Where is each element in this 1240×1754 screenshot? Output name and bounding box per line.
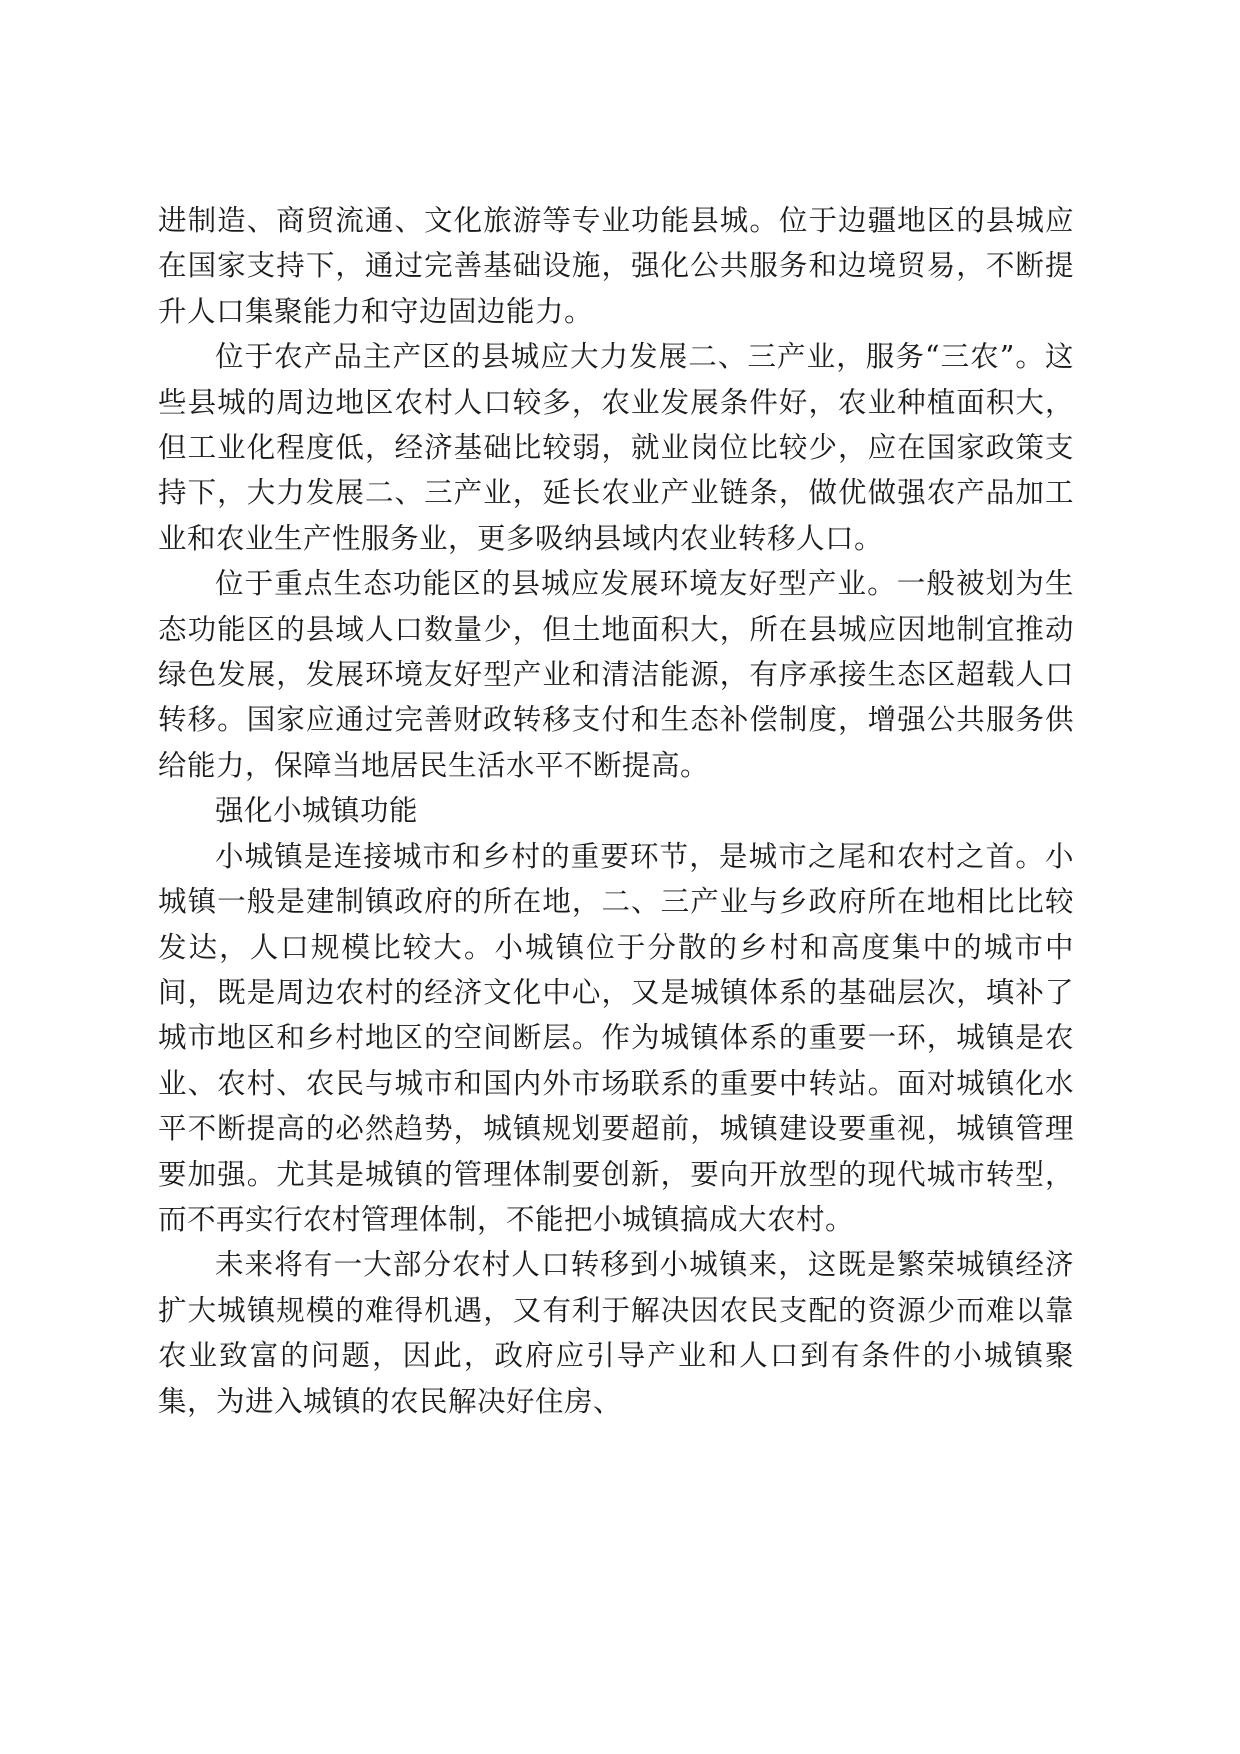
paragraph-ecological-counties: 位于重点生态功能区的县城应发展环境友好型产业。一般被划为生态功能区的县域人口数量少，但土地面积大，所在县城应因地制宜推动绿色发展，发展环境友好型产业和清洁能源，有序承接生态区超载人口转移。国家应通过完善财政转移支付和生态补偿制度，增强公共服务供给能力，保障当地居民生活水平不断提高。 bbox=[158, 567, 1074, 782]
paragraph-agricultural-counties: 位于农产品主产区的县城应大力发展二、三产业，服务“三农”。这些县城的周边地区农村人口较多，农业发展条件好，农业种植面积大，但工业化程度低，经济基础比较弱，就业岗位比较少，应在国家政策支持下，大力发展二、三产业，延长农业产业链条，做优做强农产品加工业和农业生产性服务业，更多吸纳县域内农业转移人口。 bbox=[158, 340, 1074, 555]
document-body bbox=[158, 198, 1074, 1424]
section-heading: 强化小城镇功能 bbox=[215, 794, 419, 828]
paragraph-small-towns: 小城镇是连接城市和乡村的重要环节，是城市之尾和农村之首。小城镇一般是建制镇政府的所在地，二、三产业与乡政府所在地相比比较发达，人口规模比较大。小城镇位于分散的乡村和高度集中的城市中间，既是周边农村的经济文化中心，又是城镇体系的基础层次，填补了城市地区和乡村地区的空间断层。作为城镇体系的重要一环，城镇是农业、农村、农民与城市和国内外市场联系的重要中转站。面对城镇化水平不断提高的必然趋势，城镇规划要超前，城镇建设要重视，城镇管理要加强。尤其是城镇的管理体制要创新，要向开放型的现代城市转型，而不再实行农村管理体制，不能把小城镇搞成大农村。 bbox=[158, 839, 1074, 1236]
paragraph-continuation: 进制造、商贸流通、文化旅游等专业功能县城。位于边疆地区的县城应在国家支持下，通过完善基础设施，强化公共服务和边境贸易，不断提升人口集聚能力和守边固边能力。 bbox=[158, 204, 1074, 328]
paragraph-future-migration: 未来将有一大部分农村人口转移到小城镇来，这既是繁荣城镇经济扩大城镇规模的难得机遇，又有利于解决因农民支配的资源少而难以靠农业致富的问题，因此，政府应引导产业和人口到有条件的小城镇聚集，为进入城镇的农民解决好住房、 bbox=[158, 1248, 1074, 1418]
